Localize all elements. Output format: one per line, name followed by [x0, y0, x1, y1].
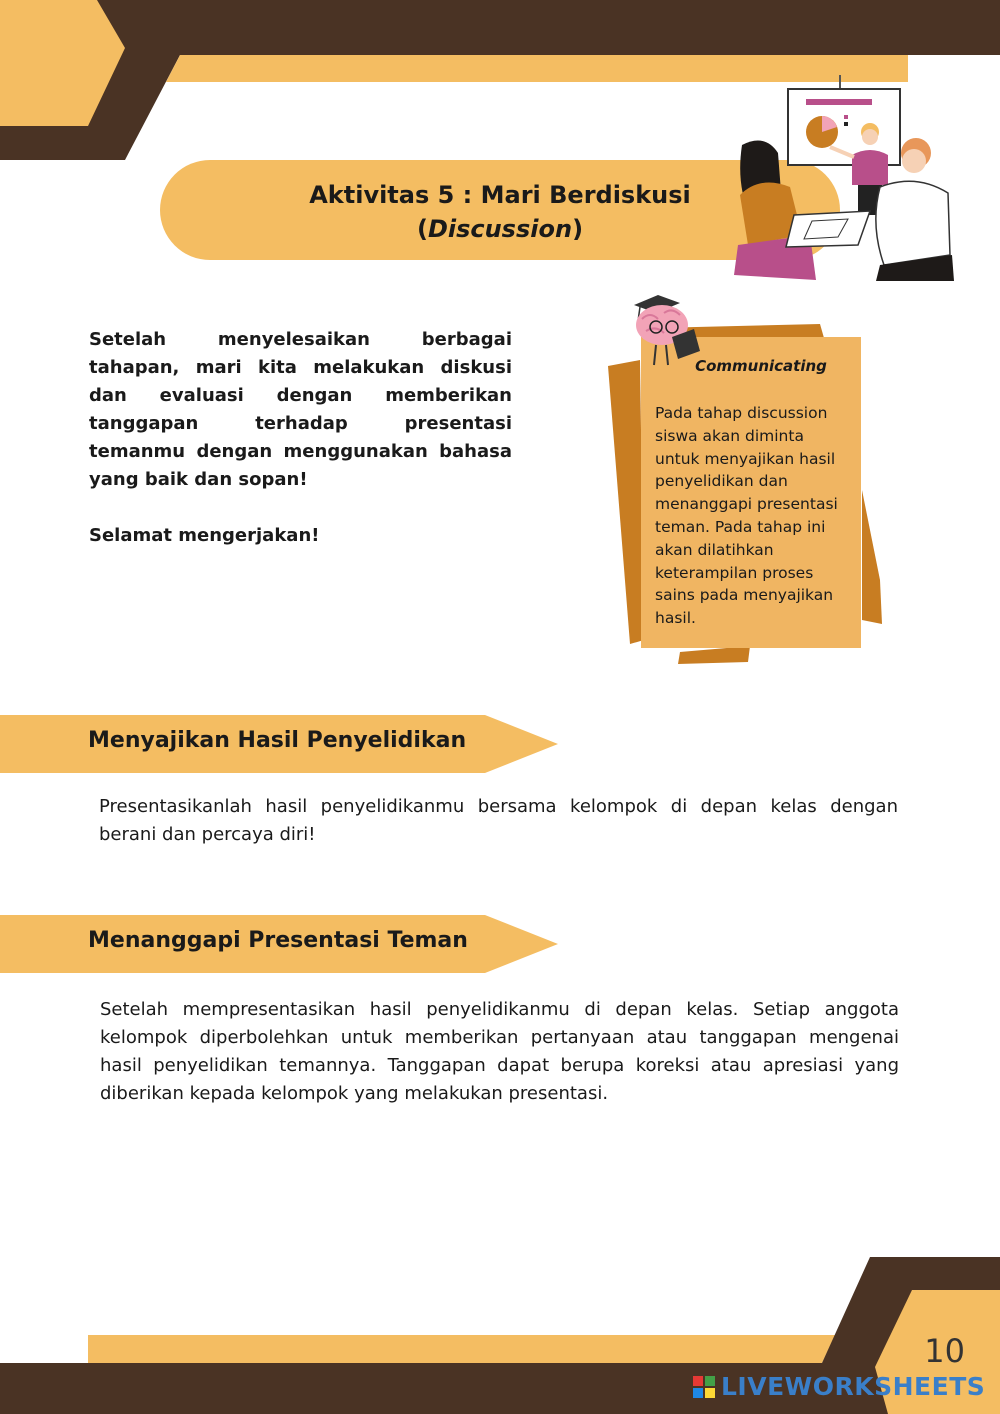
card-title: Communicating — [695, 357, 827, 375]
intro-closing: Selamat mengerjakan! — [89, 525, 320, 546]
section-1-text: Presentasikanlah hasil penyelidikanmu bersama kelompok di depan kelas dengan berani dan percaya diri! — [99, 796, 898, 845]
card-body: Pada tahap discussion siswa akan diminta untuk menyajikan hasil penyelidikan dan menanggapi presentasi teman. Pada tahap ini akan dilatihkan keterampilan proses sains pada menyajikan hasil. — [655, 404, 838, 628]
section-2-title: Menanggapi Presentasi Teman — [88, 928, 468, 953]
page-number: 10 — [924, 1332, 965, 1370]
activity-title-line2: (Discussion) — [416, 215, 584, 243]
watermark-text: LIVEWORKSHEETS — [721, 1372, 986, 1401]
activity-title-line1: Aktivitas 5 : Mari Berdiskusi — [309, 181, 691, 209]
activity-title-italic: Discussion — [427, 215, 573, 243]
section-1-title: Menyajikan Hasil Penyelidikan — [88, 728, 467, 753]
discussion-illustration — [720, 75, 960, 285]
liveworksheets-watermark — [693, 1372, 985, 1401]
liveworksheets-logo-icon — [693, 1376, 715, 1398]
intro-text — [89, 326, 512, 550]
section-2-text: Setelah mempresentasikan hasil penyelidikanmu di depan kelas. Setiap anggota kelompok diperbolehkan untuk memberikan pertanyaan atau tanggapan mengenai hasil penyelidikan temannya. Tanggapan dapat berupa koreksi atau apresiasi yang diberikan kepada kelompok yang melakukan presentasi. — [100, 999, 899, 1104]
intro-paragraph: Setelah menyelesaikan berbagai tahapan, mari kita melakukan diskusi dan evaluasi dengan memberikan tanggapan terhadap presentasi temanmu dengan menggunakan bahasa yang baik dan sopan! — [89, 329, 512, 490]
